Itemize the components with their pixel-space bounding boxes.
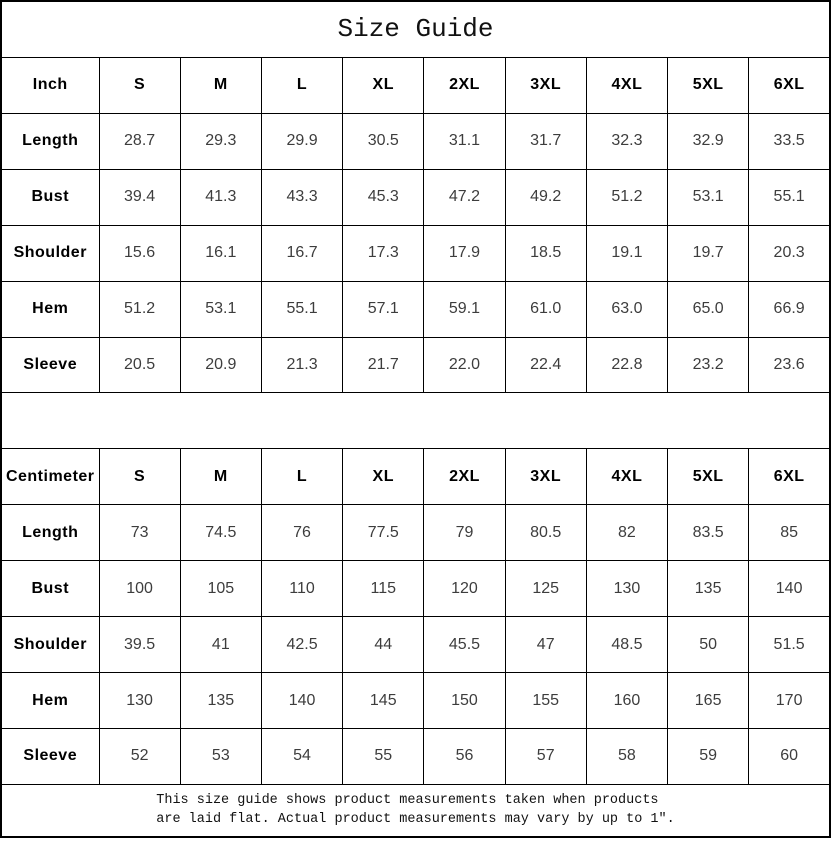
measurement-value: 145 (343, 673, 424, 729)
measurement-value: 110 (261, 561, 342, 617)
measurement-value: 20.9 (180, 337, 261, 393)
measurement-value: 80.5 (505, 505, 586, 561)
measurement-value: 44 (343, 617, 424, 673)
row-label: Bust (1, 561, 99, 617)
size-col-header-xl: XL (343, 57, 424, 113)
measurement-value: 53.1 (180, 281, 261, 337)
measurement-value: 20.5 (99, 337, 180, 393)
measurement-value: 115 (343, 561, 424, 617)
measurement-value: 48.5 (586, 617, 667, 673)
measurement-value: 16.7 (261, 225, 342, 281)
measurement-value: 20.3 (749, 225, 830, 281)
measurement-value: 32.9 (668, 113, 749, 169)
row-label: Bust (1, 169, 99, 225)
size-col-header-4xl: 4XL (586, 57, 667, 113)
measurement-value: 55.1 (261, 281, 342, 337)
inch-header-row (1, 57, 830, 113)
measurement-value: 47 (505, 617, 586, 673)
measurement-value: 32.3 (586, 113, 667, 169)
size-col-header-m: M (180, 57, 261, 113)
measurement-value: 60 (749, 729, 830, 785)
measurement-value: 45.3 (343, 169, 424, 225)
measurement-value: 105 (180, 561, 261, 617)
size-col-header-xl: XL (343, 449, 424, 505)
measurement-note-line1: This size guide shows product measurements taken when products (156, 792, 659, 808)
measurement-value: 22.4 (505, 337, 586, 393)
measurement-value: 29.3 (180, 113, 261, 169)
measurement-value: 63.0 (586, 281, 667, 337)
table-row (1, 169, 830, 225)
row-label: Length (1, 505, 99, 561)
measurement-value: 17.3 (343, 225, 424, 281)
size-col-header-5xl: 5XL (668, 449, 749, 505)
measurement-value: 76 (261, 505, 342, 561)
cm-header-row (1, 449, 830, 505)
measurement-value: 42.5 (261, 617, 342, 673)
measurement-value: 55.1 (749, 169, 830, 225)
measurement-value: 73 (99, 505, 180, 561)
measurement-value: 165 (668, 673, 749, 729)
measurement-value: 125 (505, 561, 586, 617)
measurement-value: 22.8 (586, 337, 667, 393)
measurement-value: 47.2 (424, 169, 505, 225)
measurement-value: 58 (586, 729, 667, 785)
size-col-header-4xl: 4XL (586, 449, 667, 505)
measurement-value: 135 (668, 561, 749, 617)
measurement-value: 52 (99, 729, 180, 785)
measurement-value: 155 (505, 673, 586, 729)
table-row (1, 225, 830, 281)
measurement-value: 120 (424, 561, 505, 617)
measurement-value: 140 (749, 561, 830, 617)
table-row (1, 337, 830, 393)
size-col-header-6xl: 6XL (749, 449, 830, 505)
measurement-value: 77.5 (343, 505, 424, 561)
measurement-value: 135 (180, 673, 261, 729)
measurement-value: 51.5 (749, 617, 830, 673)
measurement-value: 39.5 (99, 617, 180, 673)
measurement-value: 39.4 (99, 169, 180, 225)
size-col-header-l: L (261, 449, 342, 505)
measurement-value: 31.7 (505, 113, 586, 169)
measurement-value: 18.5 (505, 225, 586, 281)
measurement-note-text (156, 791, 674, 830)
measurement-value: 57 (505, 729, 586, 785)
measurement-value: 140 (261, 673, 342, 729)
inch-unit-header: Inch (1, 57, 99, 113)
measurement-value: 150 (424, 673, 505, 729)
measurement-value: 53.1 (668, 169, 749, 225)
measurement-value: 79 (424, 505, 505, 561)
measurement-value: 31.1 (424, 113, 505, 169)
measurement-value: 17.9 (424, 225, 505, 281)
measurement-value: 21.3 (261, 337, 342, 393)
measurement-value: 82 (586, 505, 667, 561)
measurement-value: 61.0 (505, 281, 586, 337)
measurement-value: 59 (668, 729, 749, 785)
size-col-header-m: M (180, 449, 261, 505)
measurement-value: 59.1 (424, 281, 505, 337)
table-row (1, 113, 830, 169)
measurement-value: 53 (180, 729, 261, 785)
measurement-value: 23.6 (749, 337, 830, 393)
table-row (1, 673, 830, 729)
row-label: Hem (1, 281, 99, 337)
table-row (1, 561, 830, 617)
table-row (1, 281, 830, 337)
centimeter-unit-header: Centimeter (1, 449, 99, 505)
measurement-value: 21.7 (343, 337, 424, 393)
measurement-value: 19.1 (586, 225, 667, 281)
measurement-value: 130 (99, 673, 180, 729)
size-col-header-s: S (99, 449, 180, 505)
measurement-value: 28.7 (99, 113, 180, 169)
row-label: Length (1, 113, 99, 169)
measurement-value: 100 (99, 561, 180, 617)
table-row (1, 617, 830, 673)
measurement-value: 30.5 (343, 113, 424, 169)
measurement-value: 49.2 (505, 169, 586, 225)
measurement-value: 160 (586, 673, 667, 729)
measurement-value: 19.7 (668, 225, 749, 281)
measurement-note (1, 784, 830, 837)
measurement-note-line2: are laid flat. Actual product measurements may vary by up to 1″. (156, 812, 675, 828)
size-col-header-5xl: 5XL (668, 57, 749, 113)
measurement-value: 83.5 (668, 505, 749, 561)
size-col-header-2xl: 2XL (424, 57, 505, 113)
measurement-value: 41 (180, 617, 261, 673)
row-label: Sleeve (1, 337, 99, 393)
table-row (1, 729, 830, 785)
measurement-value: 57.1 (343, 281, 424, 337)
measurement-value: 15.6 (99, 225, 180, 281)
measurement-value: 170 (749, 673, 830, 729)
measurement-value: 85 (749, 505, 830, 561)
size-col-header-3xl: 3XL (505, 449, 586, 505)
measurement-value: 51.2 (99, 281, 180, 337)
measurement-value: 45.5 (424, 617, 505, 673)
measurement-value: 43.3 (261, 169, 342, 225)
size-col-header-2xl: 2XL (424, 449, 505, 505)
footer-row (1, 784, 830, 837)
measurement-value: 54 (261, 729, 342, 785)
size-col-header-3xl: 3XL (505, 57, 586, 113)
measurement-value: 16.1 (180, 225, 261, 281)
spacer-row (1, 393, 830, 449)
measurement-value: 41.3 (180, 169, 261, 225)
size-col-header-6xl: 6XL (749, 57, 830, 113)
measurement-value: 130 (586, 561, 667, 617)
measurement-value: 23.2 (668, 337, 749, 393)
measurement-value: 74.5 (180, 505, 261, 561)
size-col-header-l: L (261, 57, 342, 113)
row-label: Hem (1, 673, 99, 729)
row-label: Sleeve (1, 729, 99, 785)
measurement-value: 29.9 (261, 113, 342, 169)
measurement-value: 51.2 (586, 169, 667, 225)
measurement-value: 65.0 (668, 281, 749, 337)
row-label: Shoulder (1, 225, 99, 281)
measurement-value: 50 (668, 617, 749, 673)
measurement-value: 33.5 (749, 113, 830, 169)
size-col-header-s: S (99, 57, 180, 113)
row-label: Shoulder (1, 617, 99, 673)
table-row (1, 505, 830, 561)
table-spacer (1, 393, 830, 449)
size-guide-title: Size Guide (1, 1, 830, 57)
measurement-value: 55 (343, 729, 424, 785)
measurement-value: 22.0 (424, 337, 505, 393)
measurement-value: 56 (424, 729, 505, 785)
measurement-value: 66.9 (749, 281, 830, 337)
